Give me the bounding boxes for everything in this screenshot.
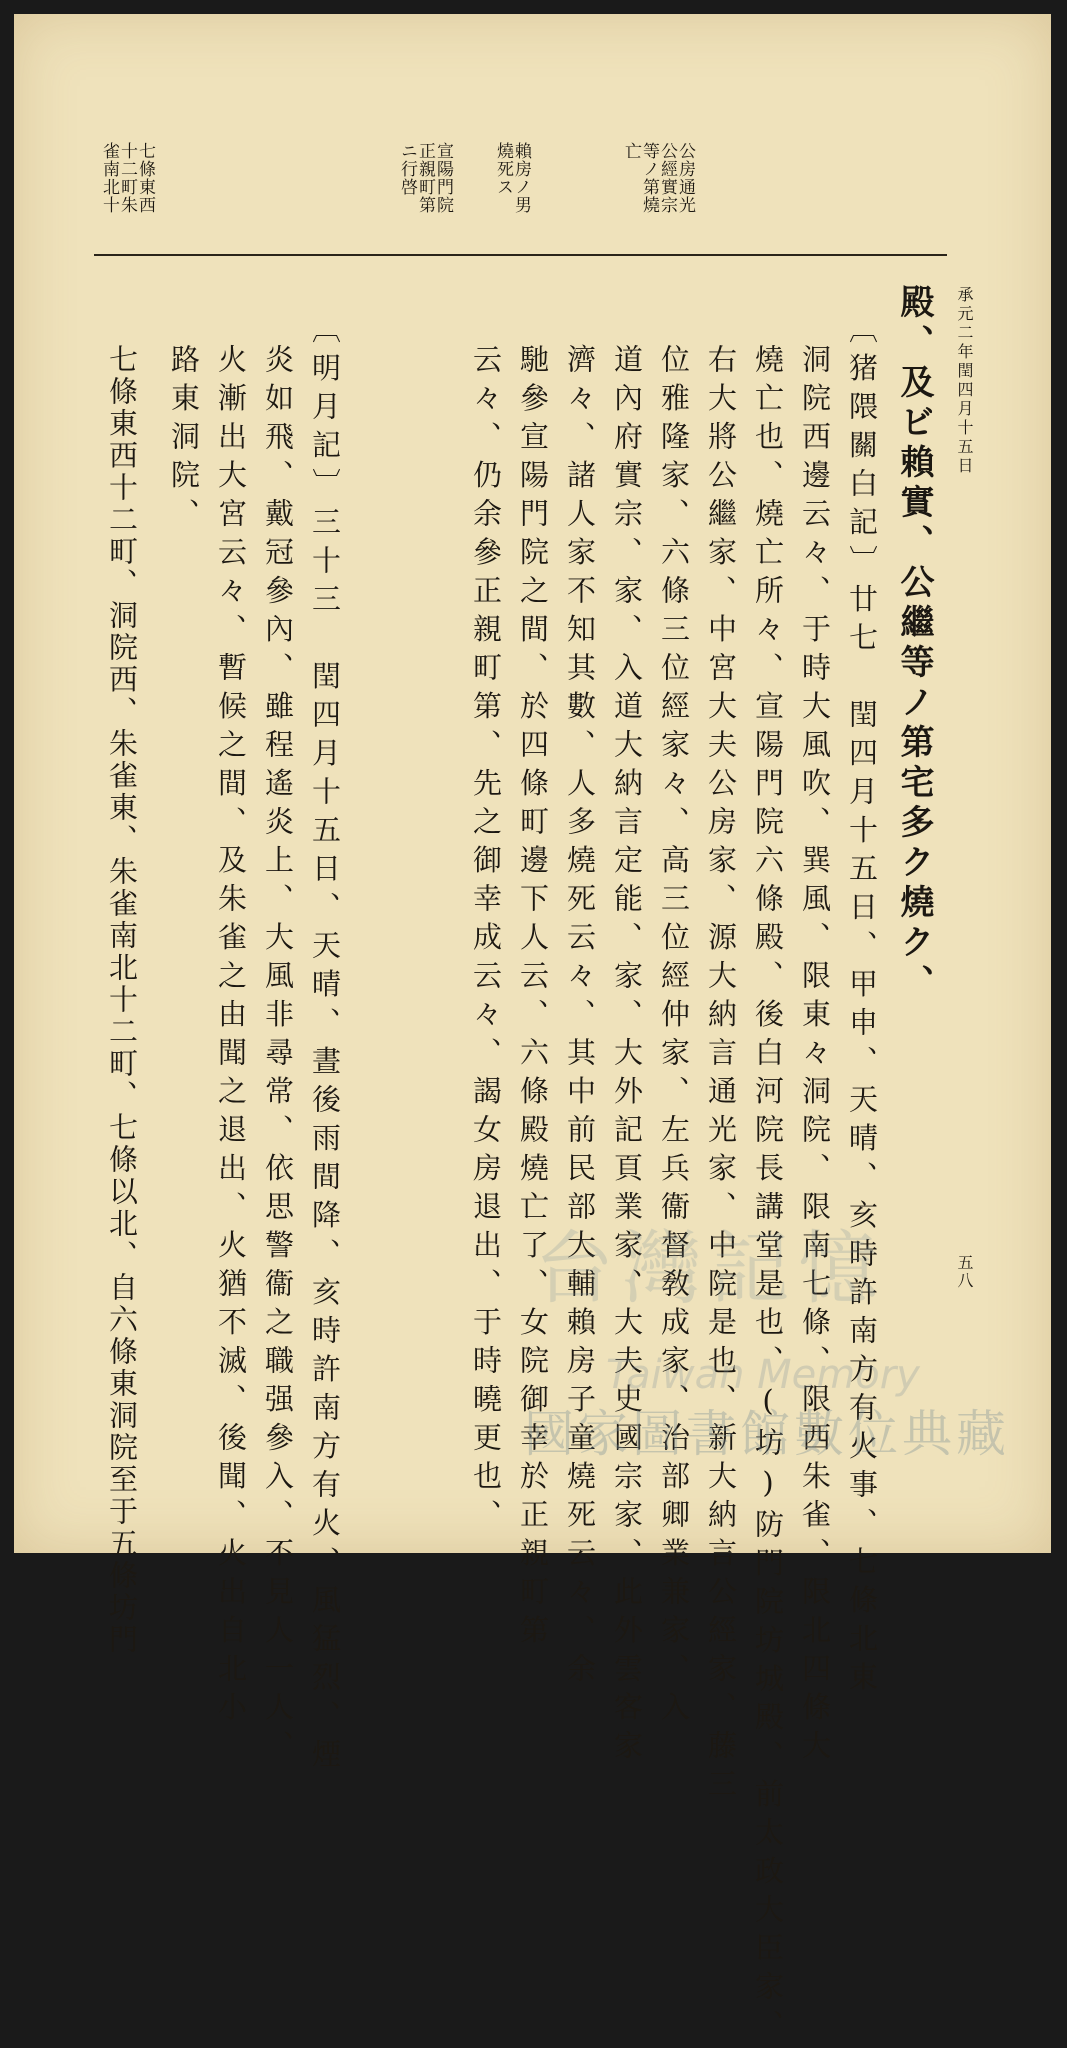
margin-note: 十二町朱: [117, 142, 137, 214]
entry-title: 殿、及ビ賴實、公繼等ノ第宅多ク燒ク、: [894, 284, 934, 1004]
text-line: 火漸出大宮云々、暫候之間、及朱雀之由聞之退出、火猶不滅、後聞、火出自北小: [214, 344, 248, 1730]
watermark-caption: 國家圖書館數位典藏: [524, 1405, 1010, 1463]
text-line: 七條東西十二町、洞院西、朱雀東、朱雀南北十二町、七條以北、自六條東洞院至于五條坊門: [105, 344, 139, 1656]
margin-note: 七條東西: [135, 142, 155, 214]
text-line: 濟々、諸人家不知其數、人多燒死云々、其中前民部大輔賴房子童燒死云々、余: [563, 344, 597, 1692]
margin-note: 亡: [621, 142, 641, 160]
text-line: 路東洞院、: [167, 344, 201, 537]
text-line: 馳參宣陽門院之間、於四條町邊下人云、六條殿燒亡了、女院御幸於正親町第: [516, 344, 550, 1653]
page-number: 五八: [955, 1254, 974, 1290]
margin-note: 雀南北十: [99, 142, 119, 214]
text-line: 道內府實宗、家、入道大納言定能、家、大外記頁業家、大夫史國宗家、此外雲客家: [610, 344, 644, 1769]
margin-note: ニ行啓: [397, 142, 417, 196]
margin-note: 宣陽門院: [433, 142, 453, 214]
text-line: 燒亡也、燒亡所々、宣陽門院六條殿、後白河院長講堂是也、(坊)防門院坊城殿、前太政大臣家、: [751, 344, 785, 2048]
watermark-logo: 台灣記憶: [534, 1222, 886, 1315]
running-header: 承元二年閏四月十五日: [955, 286, 974, 476]
document-page: [14, 14, 1051, 2048]
text-line: 位雅隆家、六條三位經家々、高三位經仲家、左兵衞督敎成家、治部卿業兼家、入: [657, 344, 691, 1730]
margin-note: 等ノ第燒: [639, 142, 659, 214]
text-line: 〔明月記〕三十三 閏四月十五日、天晴、晝後雨間降、亥時許南方有火、風猛烈、煙: [308, 314, 342, 1777]
margin-note: 公房通光: [675, 142, 695, 214]
text-line: 云々、仍余參正親町第、先之御幸成云々、謁女房退出、于時曉更也、: [469, 344, 503, 1538]
margin-note: 賴房ノ男: [511, 142, 531, 214]
margin-note: 公經實宗: [657, 142, 677, 214]
text-line: 〔猪隈關白記〕廿七 閏四月十五日、甲申、天晴、亥時許南方有火事、七條北東: [845, 314, 879, 1700]
watermark-latin: Taiwan Memory: [606, 1352, 920, 1398]
margin-note: 燒死ス: [493, 142, 513, 196]
margin-note: 正親町第: [415, 142, 435, 214]
text-line: 洞院西邊云々、于時大風吹、巽風、限東々洞院、限南七條、限西朱雀、限北四條大: [798, 344, 832, 1769]
text-line: 炎如飛、戴冠參內、雖程遙炎上、大風非尋常、依思警衞之職强參入、不見人一人、: [261, 344, 295, 1769]
text-line: 右大將公繼家、中宮大夫公房家、源大納言通光家、中院是也、新大納言公經家、藤三: [704, 344, 738, 1807]
divider-rule: [94, 254, 947, 256]
